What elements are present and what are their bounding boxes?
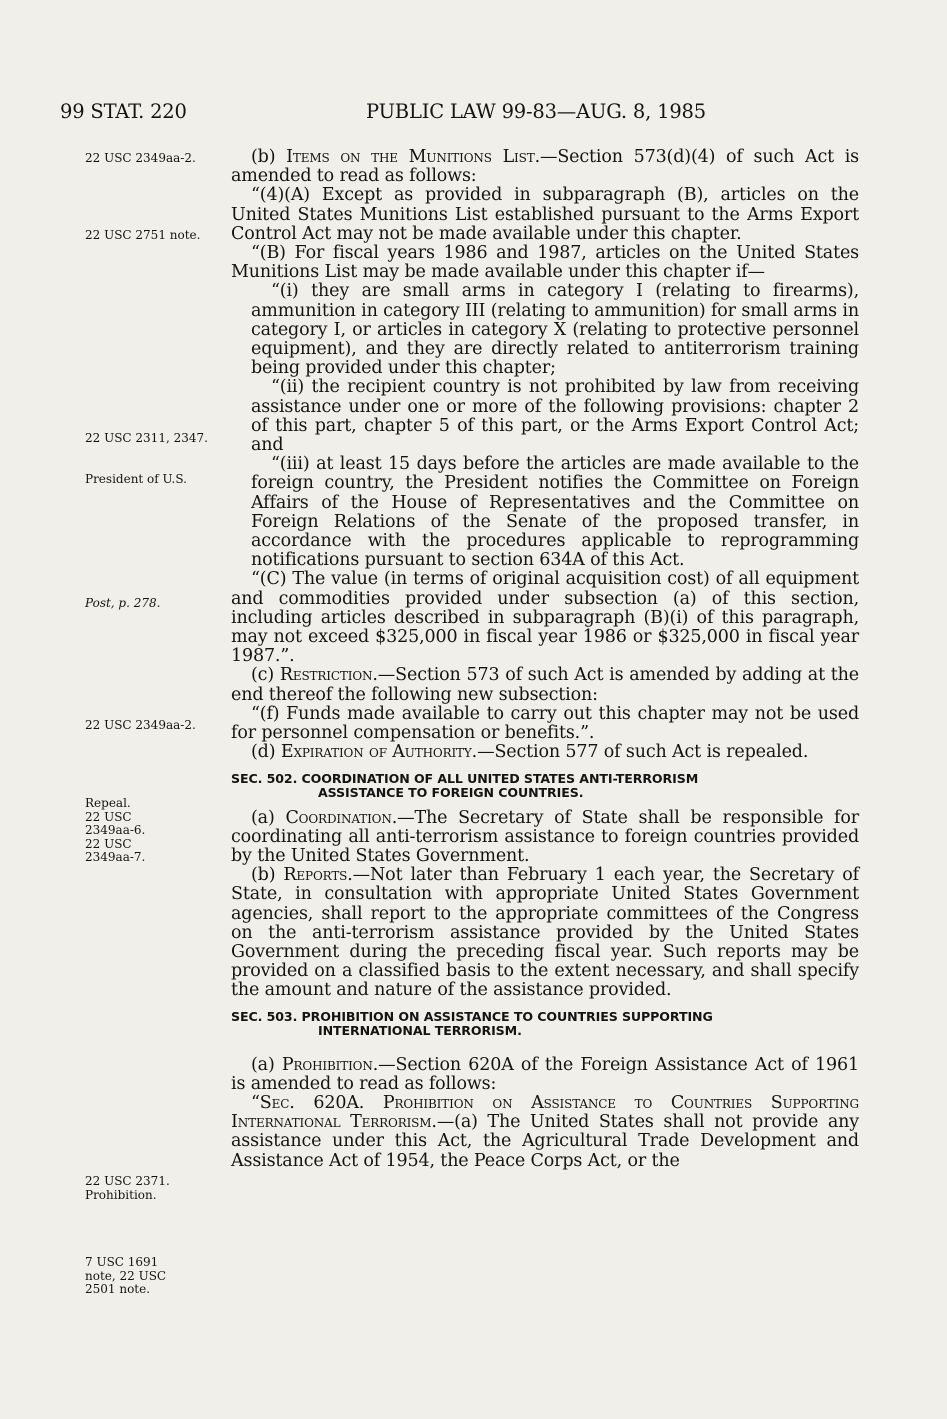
section-503-a: (a) Prohibition.—Section 620A of the Foreign Assistance Act of 1961 is amended to read as follows: bbox=[231, 1054, 859, 1094]
margin-note: 22 USC 2349aa-2. bbox=[85, 718, 196, 732]
section-620A: “Sec. 620A. Prohibition on Assistance to Countries Supporting International Terrorism.—(a) The United States shall not provide any assistance under this Act, the Agricultural Trade Development and Assistance Act of 1954, the Peace Corps Act, or the bbox=[231, 1092, 860, 1171]
paragraph-4A: “(4)(A) Except as provided in subparagraph (B), articles on the United States Munitions List established pursuant to the Arms Export Control Act may not be made available under this chapter. bbox=[231, 185, 859, 244]
section-502-b: (b) Reports.—Not later than February 1 each year, the Secretary of State, in consultation with appropriate United States Government agencies, shall report to the appropriate committees of the Congress on the anti-terrorism assistance provided by the United States Government during the preceding fiscal year. Such reports may be provided on a classified basis to the extent necessary, and shall specify the amount and nature of the assistance provided. bbox=[231, 865, 860, 1001]
margin-note: 22 USC 2371. Prohibition. bbox=[85, 1174, 170, 1202]
margin-note: 22 USC 2751 note. bbox=[85, 228, 201, 242]
margin-note: Post, p. 278. bbox=[85, 596, 161, 610]
margin-note: 7 USC 1691 note, 22 USC 2501 note. bbox=[85, 1255, 167, 1296]
statute-body bbox=[231, 148, 859, 1171]
margin-note: 22 USC 2311, 2347. bbox=[85, 431, 208, 445]
paragraph-B: “(B) For fiscal years 1986 and 1987, articles on the United States Munitions List may be made available under this chapter if— bbox=[231, 243, 859, 283]
statute-page-number: 99 STAT. 220 bbox=[60, 100, 187, 123]
clause-ii: “(ii) the recipient country is not prohibited by law from receiving assistance under one or more of the following provisions: chapter 2 of this part, chapter 5 of this part, or the Arms Export Control Act; and bbox=[251, 377, 859, 456]
clause-i: “(i) they are small arms in category I (relating to firearms), ammunition in category III (relating to ammunition) for small arms in category I, or articles in category X (relating to protective personnel equipment), and they are directly related to antiterrorism training being provided under this chapter; bbox=[251, 281, 859, 379]
margin-note: Repeal. 22 USC 2349aa-6. 22 USC 2349aa-7. bbox=[85, 796, 146, 864]
subsection-c: (c) Restriction.—Section 573 of such Act is amended by adding at the end thereof the following new subsection: bbox=[231, 665, 859, 705]
page-header bbox=[60, 97, 890, 127]
clause-iii: “(iii) at least 15 days before the articles are made available to the foreign country, the President notifies the Committee on Foreign Affairs of the House of Representatives and the Committee on Foreign Relations of the Senate of the proposed transfer, in accordance with the procedures applicable to reprogramming notifications pursuant to section 634A of this Act. bbox=[251, 454, 859, 571]
section-502-heading: SEC. 502. COORDINATION OF ALL UNITED STATES ANTI-TERRORISM ASSISTANCE TO FOREIGN COUNTRIES. bbox=[231, 770, 699, 800]
subsection-b: (b) Items on the Munitions List.—Section 573(d)(4) of such Act is amended to read as follows: bbox=[231, 147, 859, 187]
margin-note: 22 USC 2349aa-2. bbox=[85, 151, 196, 165]
subsection-f: “(f) Funds made available to carry out this chapter may not be used for personnel compensation or benefits.”. bbox=[231, 703, 859, 744]
margin-note: President of U.S. bbox=[85, 472, 187, 486]
public-law-title: PUBLIC LAW 99-83—AUG. 8, 1985 bbox=[366, 100, 706, 123]
section-502-a: (a) Coordination.—The Secretary of State shall be responsible for coordinating all anti-terrorism assistance to foreign countries provided by the United States Government. bbox=[231, 807, 859, 866]
subsection-d: (d) Expiration of Authority.—Section 577 of such Act is repealed. bbox=[251, 742, 809, 763]
paragraph-C: “(C) The value (in terms of original acquisition cost) of all equipment and commodities provided under subsection (a) of this section, including articles described in subparagraph (B)(i) of this paragraph, may not exceed $325,000 in fiscal year 1986 or $325,000 in fiscal year 1987.”. bbox=[231, 569, 859, 667]
section-503-heading: SEC. 503. PROHIBITION ON ASSISTANCE TO COUNTRIES SUPPORTING INTERNATIONAL TERRORISM. bbox=[231, 1008, 713, 1039]
